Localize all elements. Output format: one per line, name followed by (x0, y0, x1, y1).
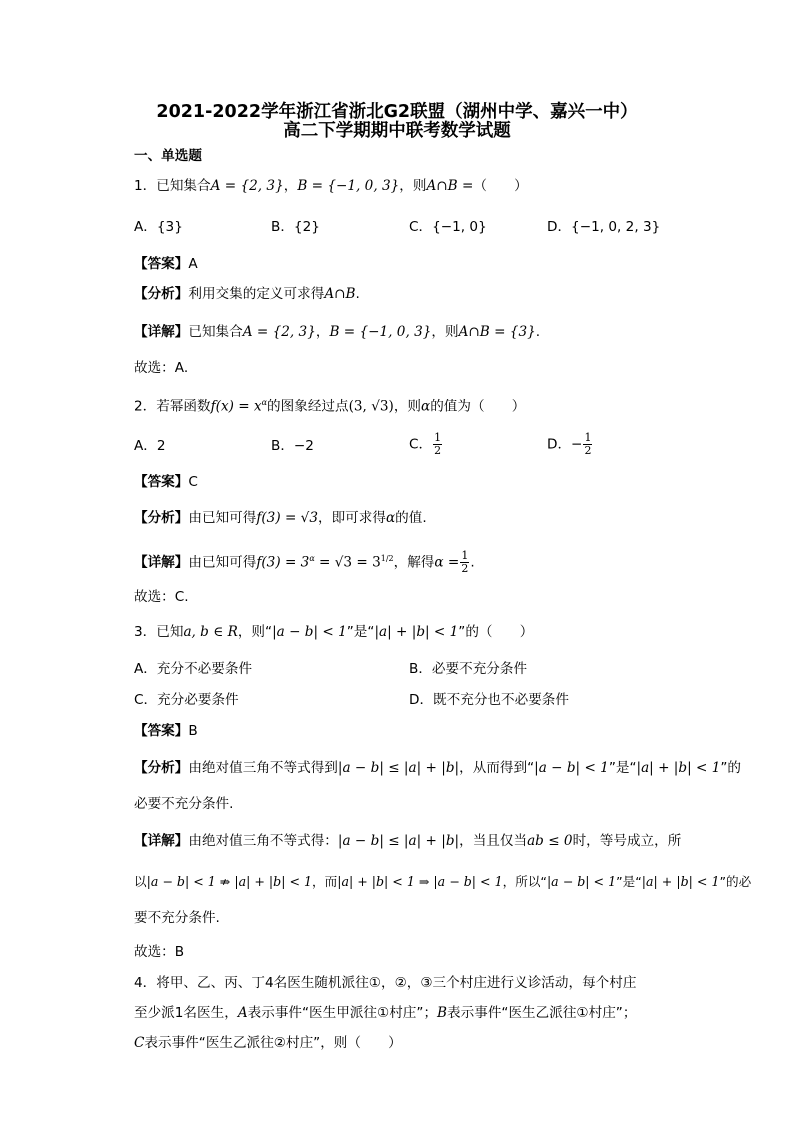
q3-detail-line3: 要不充分条件. (134, 910, 220, 926)
q2-answer-value: C (188, 474, 198, 490)
fraction-numerator: 1 (434, 431, 442, 444)
q2-detail-alpha: α = (434, 554, 460, 571)
q2-detail (134, 549, 475, 575)
q4-event-c: C (134, 1035, 145, 1051)
q3-option-b: B．必要不充分条件 (409, 661, 528, 677)
q3-analysis-line2: 必要不充分条件. (134, 796, 234, 812)
q2-detail-fraction (460, 550, 469, 575)
q3-analysis-c2: |a| + |b| < 1 (636, 760, 721, 776)
q4-line3 (134, 1033, 402, 1053)
q1-analysis-end: . (355, 286, 360, 302)
q1-set-b: B = {−1, 0, 3} (297, 178, 400, 194)
choose-label: 故选： (134, 944, 175, 960)
q2-detail-exp2: 1/2 (380, 554, 394, 563)
q2-alpha: α (421, 398, 431, 415)
fraction-denominator: 2 (584, 444, 592, 457)
q1-detail-end: . (535, 324, 541, 340)
q2-detail-expr: f(3) = 3 (256, 554, 310, 571)
q1-option-b: B．{2} (271, 219, 320, 235)
q2-option-c-label: C． (409, 436, 433, 453)
q1-stem-a: 1．已知集合 (134, 178, 211, 194)
q1-analysis-expr: A∩B (324, 286, 356, 302)
q2-func: f(x) = x (210, 398, 262, 415)
q2-option-a: A．2 (134, 438, 166, 454)
q4-line3-a: 表示事件“医生乙派往②村庄”，则（ ） (144, 1035, 402, 1051)
q3-analysis-c1: |a − b| < 1 (534, 760, 609, 776)
q4-line2 (134, 1003, 636, 1023)
q2-point: (3, √3) (348, 398, 394, 415)
q3-stem-c: ”是“ (346, 624, 375, 640)
section-heading: 一、单选题 (134, 148, 202, 164)
choose-label: 故选： (134, 589, 175, 605)
q1-analysis-text: 利用交集的定义可求得 (188, 286, 325, 302)
q2-stem-c: ，则 (393, 398, 422, 415)
q3-stem-a: 3．已知 (134, 624, 184, 640)
q2-option-d (547, 432, 593, 457)
q4-line1: 4．将甲、乙、丙、丁4名医生随机派往①，②，③三个村庄进行义诊活动，每个村庄 (134, 975, 637, 991)
q3-detail (134, 831, 681, 851)
q3-choose-value: B (174, 944, 185, 960)
q3-cond2: |a| + |b| < 1 (374, 624, 459, 640)
q3-choose (134, 942, 184, 962)
q4-line2-b: 表示事件“医生甲派往①村庄”； (247, 1005, 438, 1021)
q1-detail-a: A = {2, 3} (242, 324, 316, 340)
q3-analysis-d: ”的 (720, 760, 741, 776)
answer-label: 【答案】 (134, 474, 189, 490)
q1-detail (134, 322, 540, 342)
q4-event-a: A (237, 1005, 248, 1021)
analysis-label: 【分析】 (134, 286, 189, 302)
q3-analysis-c: ”是“ (608, 760, 637, 776)
q2-option-c (409, 432, 443, 457)
q3-analysis (134, 758, 741, 778)
q1-sep: ， (283, 178, 298, 194)
q3-detail-l2c: ，而 (312, 874, 338, 889)
detail-label: 【详解】 (134, 554, 189, 571)
q1-answer-value: A (188, 256, 198, 272)
q3-detail-c: 时，等号成立，所 (572, 833, 682, 849)
q1-choose-value: A. (174, 360, 189, 376)
q1-choose (134, 358, 188, 378)
q2-choose-value: C. (174, 589, 189, 605)
q2-option-c-fraction (433, 432, 442, 457)
analysis-label: 【分析】 (134, 760, 189, 776)
q1-stem-c: （ ） (473, 178, 528, 194)
fraction-numerator: 1 (461, 549, 469, 563)
q2-detail-end: . (470, 554, 475, 571)
fraction-denominator: 2 (461, 562, 469, 576)
q3-option-a: A．充分不必要条件 (134, 661, 253, 677)
q1-set-a: A = {2, 3} (210, 178, 284, 194)
q2-option-d-fraction (583, 432, 592, 457)
q2-analysis-expr: f(3) = √3 (256, 510, 318, 526)
q2-detail-expr2: = √3 = 3 (314, 554, 381, 571)
q2-stem-d: 的值为（ ） (430, 398, 526, 415)
q3-detail-line2 (134, 872, 751, 892)
q3-detail-l2b: |a − b| < 1 ⇏ |a| + |b| < 1 (146, 874, 313, 889)
q3-analysis-a: 由绝对值三角不等式得到 (188, 760, 338, 776)
q3-detail-l2i: ”的必 (719, 874, 752, 889)
q3-detail-ab: ab ≤ 0 (527, 833, 573, 849)
q3-option-d: D．既不充分也不必要条件 (409, 692, 569, 708)
q2-option-d-label: D．− (547, 436, 583, 453)
q2-detail-text: 由已知可得 (188, 554, 257, 571)
q1-detail-text: 已知集合 (188, 324, 243, 340)
q3-detail-l2h: |a| + |b| < 1 (641, 874, 720, 889)
title-line-1: 2021-2022学年浙江省浙北G2联盟（湖州中学、嘉兴一中） (156, 102, 638, 122)
q2-analysis-text: 由已知可得 (188, 510, 257, 526)
q3-detail-b: ，当且仅当 (459, 833, 528, 849)
q3-detail-l2a: 以 (134, 874, 147, 889)
q3-analysis-b: ，从而得到“ (459, 760, 535, 776)
q3-analysis-ineq: |a − b| ≤ |a| + |b| (337, 760, 460, 776)
q2-stem-b: 的图象经过点 (267, 398, 349, 415)
q4-event-b: B (437, 1005, 448, 1021)
q4-line2-a: 至少派1名医生， (134, 1005, 238, 1021)
q2-detail-mid: ，解得 (393, 554, 435, 571)
q4-line2-c: 表示事件“医生乙派往①村庄”； (447, 1005, 637, 1021)
fraction-numerator: 1 (584, 431, 592, 444)
q2-stem-a: 2．若幂函数 (134, 398, 211, 415)
q1-analysis (134, 284, 360, 304)
q3-answer (134, 721, 198, 741)
q1-detail-result: A∩B = {3} (458, 324, 536, 340)
q3-detail-l2e: ，所以“ (502, 874, 547, 889)
q2-analysis-alpha: α (385, 510, 396, 526)
q3-detail-l2f: |a − b| < 1 (546, 874, 617, 889)
q2-choose (134, 587, 189, 607)
fraction-denominator: 2 (434, 444, 442, 457)
q3-detail-l2g: ”是“ (616, 874, 642, 889)
answer-label: 【答案】 (134, 723, 189, 739)
q3-detail-ineq: |a − b| ≤ |a| + |b| (337, 833, 460, 849)
q3-option-c: C．充分必要条件 (134, 692, 239, 708)
q2-detail-exp: α (309, 554, 315, 563)
q1-option-d: D．{−1, 0, 2, 3} (547, 219, 661, 235)
q3-stem (134, 622, 533, 642)
q2-stem (134, 393, 525, 417)
q2-analysis (134, 508, 427, 528)
q2-analysis-end: 的值. (395, 510, 427, 526)
q1-stem (134, 176, 528, 196)
q3-detail-l2d: |a| + |b| < 1 ⇒ |a − b| < 1 (337, 874, 503, 889)
q3-stem-b: ，则“ (237, 624, 273, 640)
q2-analysis-mid: ，即可求得 (317, 510, 386, 526)
q3-cond1: |a − b| < 1 (272, 624, 347, 640)
q2-answer (134, 472, 198, 492)
q1-option-a: A．{3} (134, 219, 183, 235)
q3-vars: a, b ∈ R (183, 624, 238, 640)
detail-label: 【详解】 (134, 324, 189, 340)
analysis-label: 【分析】 (134, 510, 189, 526)
q2-func-exp: α (261, 398, 268, 407)
q1-detail-then: ，则 (431, 324, 459, 340)
choose-label: 故选： (134, 360, 175, 376)
q3-answer-value: B (188, 723, 198, 739)
q1-expr: A∩B = (426, 178, 474, 194)
q1-option-c: C．{−1, 0} (409, 219, 487, 235)
q1-detail-b: B = {−1, 0, 3} (329, 324, 432, 340)
detail-label: 【详解】 (134, 833, 189, 849)
q3-detail-a: 由绝对值三角不等式得： (188, 833, 338, 849)
q1-stem-b: ，则 (399, 178, 427, 194)
title-line-2: 高二下学期期中联考数学试题 (283, 121, 511, 141)
q3-stem-d: ”的（ ） (458, 624, 534, 640)
q1-answer (134, 254, 198, 274)
q2-option-b: B．−2 (271, 438, 314, 454)
answer-label: 【答案】 (134, 256, 189, 272)
q1-detail-sep: ， (315, 324, 330, 340)
